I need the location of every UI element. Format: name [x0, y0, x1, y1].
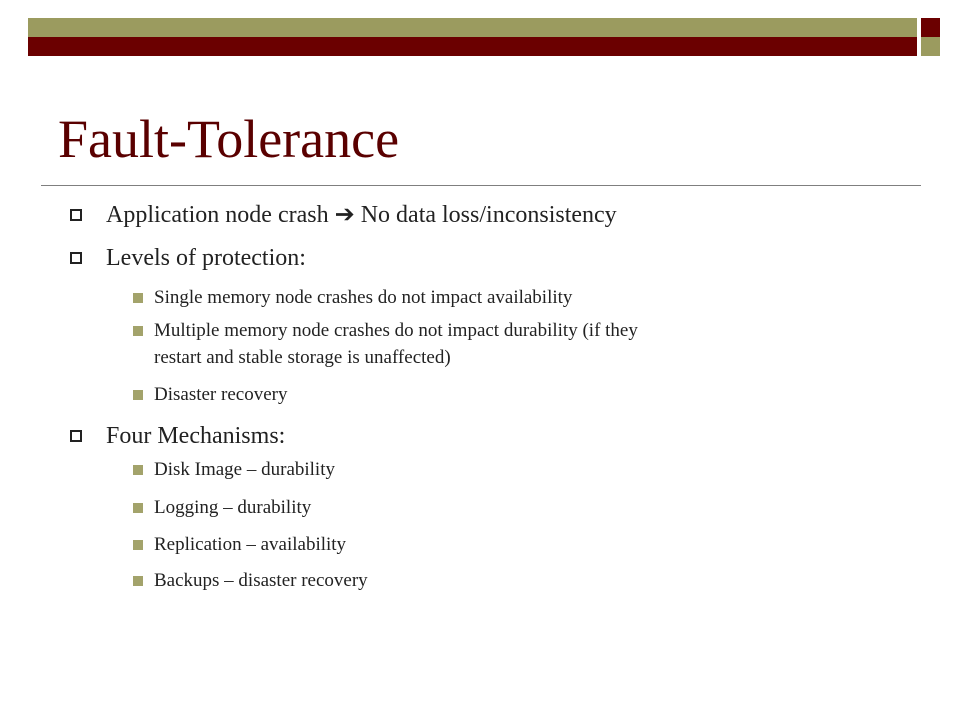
sub-bullet-replication: Replication – availability [154, 534, 347, 555]
bullet-application-node-crash: Application node crash ➔ No data loss/inconsistency [106, 202, 617, 228]
filled-square-bullet-icon [133, 293, 143, 303]
filled-square-bullet-icon [133, 465, 143, 475]
bullet-levels-of-protection: Levels of protection: [106, 245, 306, 271]
sub-bullet-disaster-recovery: Disaster recovery [154, 384, 288, 405]
filled-square-bullet-icon [133, 390, 143, 400]
filled-square-bullet-icon [133, 576, 143, 586]
sub-bullet-multiple-memory-node: Multiple memory node crashes do not impact durability (if they [154, 320, 638, 341]
bullet-four-mechanisms: Four Mechanisms: [106, 423, 286, 449]
sub-bullet-backups: Backups – disaster recovery [154, 570, 368, 591]
sub-bullet-disk-image: Disk Image – durability [154, 459, 335, 480]
sub-bullet-single-memory-node: Single memory node crashes do not impact availability [154, 287, 573, 308]
hollow-square-bullet-icon [70, 252, 82, 264]
hollow-square-bullet-icon [70, 209, 82, 221]
filled-square-bullet-icon [133, 540, 143, 550]
filled-square-bullet-icon [133, 503, 143, 513]
hollow-square-bullet-icon [70, 430, 82, 442]
sub-bullet-multiple-memory-node-continued: restart and stable storage is unaffected) [154, 347, 451, 368]
slide-title: Fault-Tolerance [58, 109, 400, 169]
filled-square-bullet-icon [133, 326, 143, 336]
sub-bullet-logging: Logging – durability [154, 497, 312, 518]
